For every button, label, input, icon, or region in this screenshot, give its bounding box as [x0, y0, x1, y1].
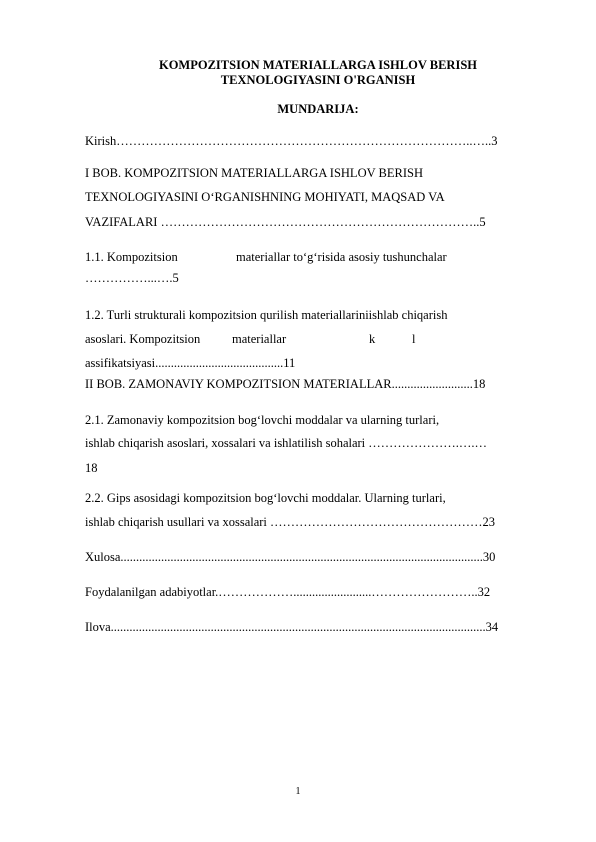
document-title-line-2: TEXNOLOGIYASINI O'RGANISH: [220, 73, 416, 87]
toc-entry-chapter-1-line-1: I BOB. KOMPOZITSION MATERIALLARGA ISHLOV BERISH: [85, 166, 423, 180]
toc-entry-section-1-1-line-2: ……………...….5: [85, 271, 179, 285]
toc-entry-introduction: Kirish…………………………………………………………………………..…..3: [85, 134, 498, 148]
toc-entry-section-2-2-line-1: 2.2. Gips asosidagi kompozitsion bog‘lovchi moddalar. Ularning turlari,: [85, 491, 446, 505]
toc-entry-chapter-2: II BOB. ZAMONAVIY KOMPOZITSION MATERIALLAR..........................18: [85, 377, 486, 391]
toc-entry-section-2-1-line-2: ishlab chiqarish asoslari, xossalari va ishlatilish sohalari ………………….….…: [85, 436, 488, 450]
toc-entry-section-1-1-part-b: materiallar to‘g‘risida asosiy tushunchalar: [236, 250, 447, 264]
toc-entry-section-2-2-line-2: ishlab chiqarish usullari va xossalari ……………………………………………23: [85, 515, 496, 529]
toc-entry-section-1-2-line-1: 1.2. Turli strukturali kompozitsion qurilish materiallariniishlab chiqarish: [85, 308, 448, 322]
toc-entry-references: Foydalanilgan adabiyotlar.……………….........................……………………..32: [85, 585, 491, 599]
toc-entry-section-1-2-part-b: materiallar: [232, 332, 287, 346]
toc-entry-section-1-2-part-c: k: [369, 332, 376, 346]
contents-heading: MUNDARIJA:: [277, 102, 359, 116]
toc-entry-section-1-2-part-a: asoslari. Kompozitsion: [85, 332, 201, 346]
toc-entry-appendix: Ilova........................................................................................................................34: [85, 620, 499, 634]
toc-entry-section-1-2-part-d: l: [412, 332, 416, 346]
toc-entry-section-2-1-line-1: 2.1. Zamonaviy kompozitsion bog‘lovchi moddalar va ularning turlari,: [85, 413, 440, 427]
toc-entry-conclusion: Xulosa....................................................................................................................30: [85, 550, 496, 564]
toc-entry-section-1-2-line-3: assifikatsiyasi.........................................11: [85, 356, 296, 370]
document-title-line-1: KOMPOZITSION MATERIALLARGA ISHLOV BERISH: [158, 58, 477, 72]
page-number: 1: [295, 786, 301, 797]
toc-entry-chapter-1-line-3: VAZIFALARI …………………………………………………………………..5: [85, 215, 486, 229]
toc-entry-section-2-1-line-3: 18: [85, 461, 98, 475]
toc-entry-chapter-1-line-2: TEXNOLOGIYASINI O‘RGANISHNING MOHIYATI, MAQSAD VA: [85, 190, 445, 204]
toc-entry-section-1-1-part-a: 1.1. Kompozitsion: [85, 250, 178, 264]
